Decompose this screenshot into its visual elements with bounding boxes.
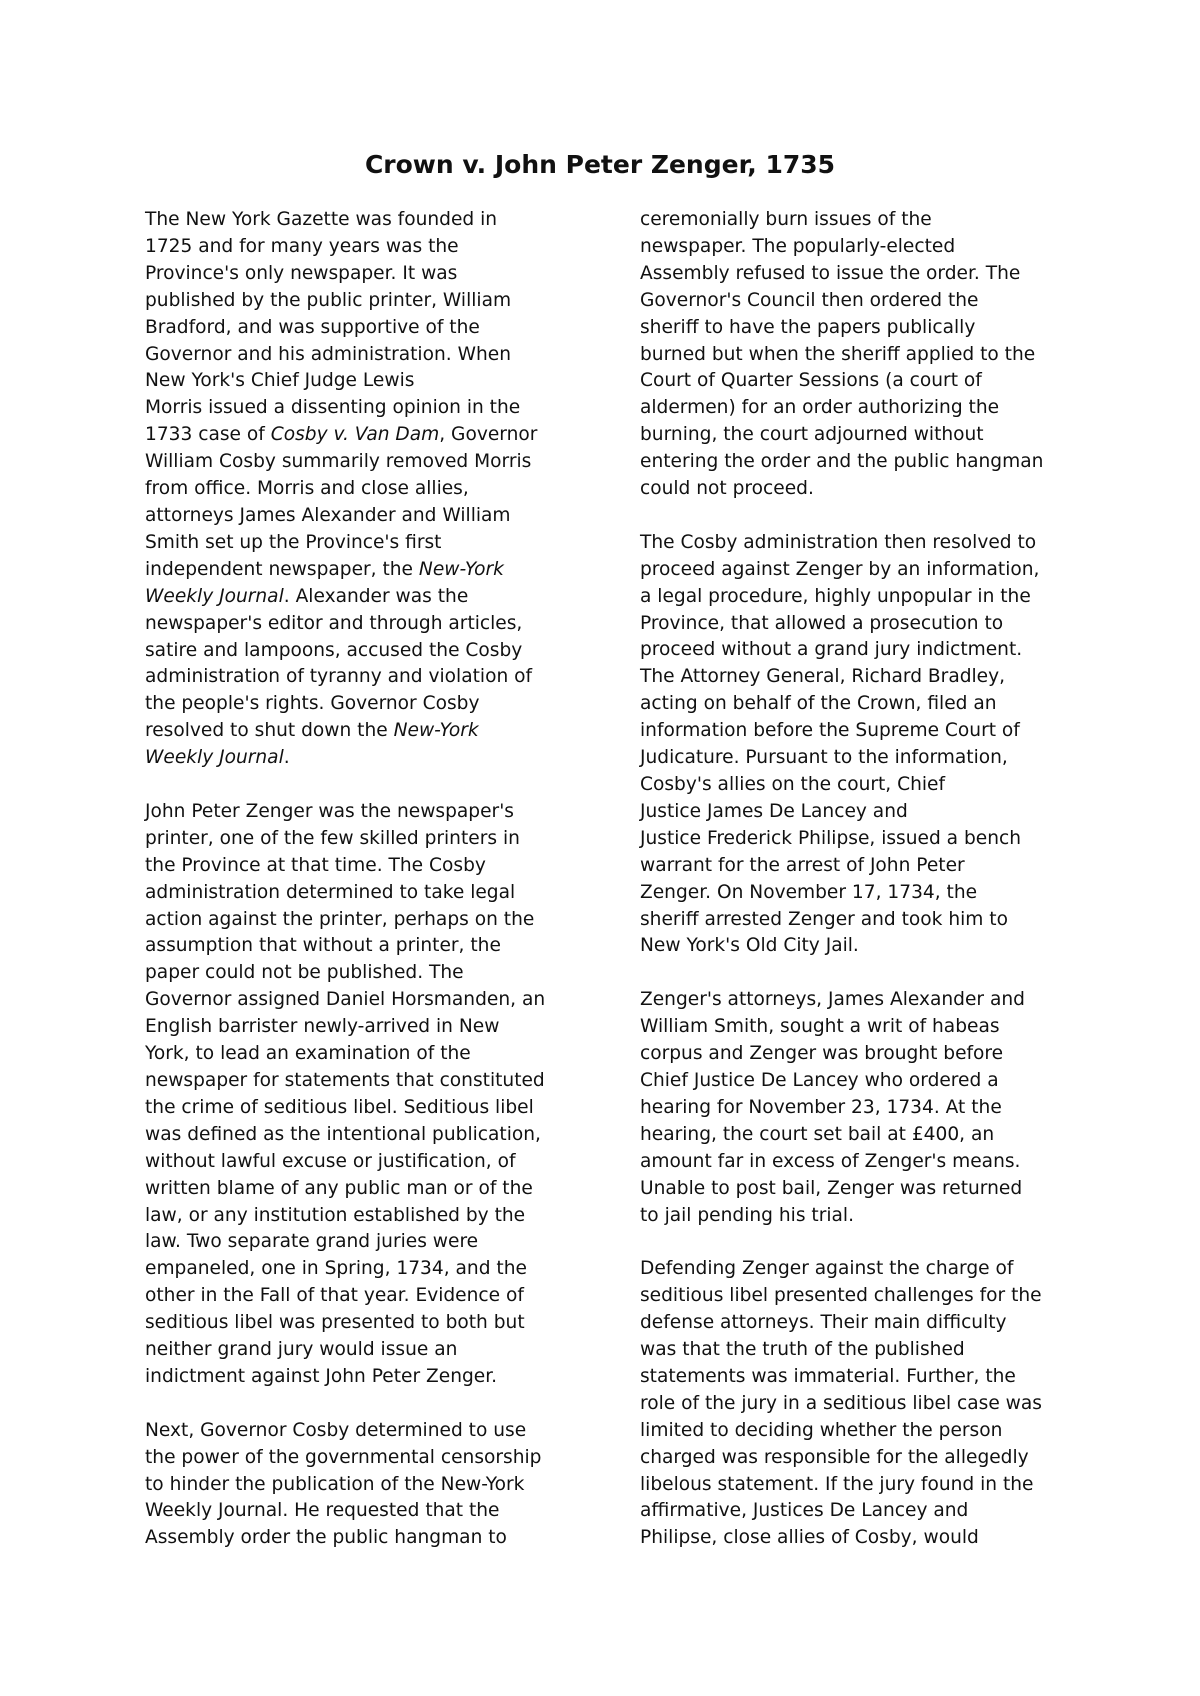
left-column	[145, 207, 575, 1552]
text-run: independent newspaper, the	[145, 558, 419, 580]
text-line: Weekly Journal. He requested that the	[145, 1500, 500, 1522]
text-line: Zenger. On November 17, 1734, the	[640, 881, 978, 903]
text-line: the people's rights. Governor Cosby	[145, 693, 480, 715]
text-line: The Attorney General, Richard Bradley,	[640, 666, 1006, 688]
case-name: Cosby v. Van Dam	[270, 424, 440, 446]
text-line: seditious libel presented challenges for the	[640, 1285, 1042, 1307]
text-line: written blame of any public man or of the	[145, 1177, 533, 1199]
text-line: hearing for November 23, 1734. At the	[640, 1096, 1002, 1118]
text-line: Governor's Council then ordered the	[640, 289, 979, 311]
text-line: was that the truth of the published	[640, 1339, 965, 1361]
text-line: information before the Supreme Court of	[640, 720, 1020, 742]
text-line: satire and lampoons, accused the Cosby	[145, 639, 523, 661]
text-run: 1733 case of	[145, 424, 271, 446]
text-line: English barrister newly-arrived in New	[145, 1016, 500, 1038]
text-line: indictment against John Peter Zenger.	[145, 1365, 498, 1387]
text-line: Assembly order the public hangman to	[145, 1527, 507, 1549]
text-line: ceremonially burn issues of the	[640, 209, 932, 230]
text-line: neither grand jury would issue an	[145, 1339, 458, 1361]
text-line: 1725 and for many years was the	[145, 235, 459, 257]
text-line: Governor assigned Daniel Horsmanden, an	[145, 989, 546, 1011]
text-line: Philipse, close allies of Cosby, would	[640, 1527, 979, 1549]
text-line: Province's only newspaper. It was	[145, 262, 458, 284]
paragraph	[640, 530, 1060, 961]
paragraph	[640, 1256, 1060, 1552]
paragraph	[640, 207, 1060, 503]
page-title: Crown v. John Peter Zenger, 1735	[364, 150, 836, 179]
text-line: warrant for the arrest of John Peter	[640, 854, 965, 876]
text-line: printer, one of the few skilled printers in	[145, 827, 520, 849]
text-line: Justice James De Lancey and	[640, 800, 908, 822]
text-line: the Province at that time. The Cosby	[145, 854, 486, 876]
text-line: Defending Zenger against the charge of	[640, 1258, 1014, 1280]
text-line: published by the public printer, William	[145, 289, 512, 311]
text-line	[145, 584, 575, 611]
text-line: to jail pending his trial.	[640, 1204, 854, 1226]
text-line: law, or any institution established by the	[145, 1204, 526, 1226]
text-line: burning, the court adjourned without	[640, 424, 984, 446]
text-line: William Smith, sought a writ of habeas	[640, 1016, 1000, 1038]
text-run: resolved to shut down the	[145, 720, 394, 742]
text-line: action against the printer, perhaps on the	[145, 908, 535, 930]
text-line: Smith set up the Province's first	[145, 531, 442, 553]
text-line: hearing, the court set bail at £400, an	[640, 1123, 995, 1145]
text-line: Cosby's allies on the court, Chief	[640, 774, 946, 796]
text-line: entering the order and the public hangman	[640, 451, 1044, 473]
text-line: law. Two separate grand juries were	[145, 1231, 479, 1253]
text-line: Province, that allowed a prosecution to	[640, 612, 1004, 634]
text-line: sheriff to have the papers publically	[640, 316, 976, 338]
text-line: could not proceed.	[640, 478, 814, 500]
paragraph	[145, 1418, 575, 1553]
text-line: from office. Morris and close allies,	[145, 478, 469, 500]
text-line: Assembly refused to issue the order. The	[640, 262, 1021, 284]
paragraph	[145, 799, 575, 1391]
text-line: Court of Quarter Sessions (a court of	[640, 370, 982, 392]
text-run: . Alexander was the	[283, 585, 469, 607]
text-line	[145, 422, 575, 449]
text-line: attorneys James Alexander and William	[145, 504, 511, 526]
text-line: Morris issued a dissenting opinion in the	[145, 397, 521, 419]
paragraph	[640, 987, 1060, 1229]
text-line: charged was responsible for the allegedly	[640, 1446, 1029, 1468]
text-line: The Cosby administration then resolved to	[640, 531, 1037, 553]
text-line: limited to deciding whether the person	[640, 1419, 1003, 1441]
text-line: was defined as the intentional publication,	[145, 1123, 541, 1145]
text-line: empaneled, one in Spring, 1734, and the	[145, 1258, 527, 1280]
text-line: York, to lead an examination of the	[145, 1043, 471, 1065]
text-line: assumption that without a printer, the	[145, 935, 501, 957]
text-line: Unable to post bail, Zenger was returned	[640, 1177, 1023, 1199]
text-line: acting on behalf of the Crown, filed an	[640, 693, 997, 715]
text-line: proceed without a grand jury indictment.	[640, 639, 1023, 661]
text-line: to hinder the publication of the New-York	[145, 1473, 525, 1495]
text-line: William Cosby summarily removed Morris	[145, 451, 532, 473]
text-line: the power of the governmental censorship	[145, 1446, 542, 1468]
text-line: Next, Governor Cosby determined to use	[145, 1419, 527, 1441]
text-line	[145, 745, 575, 772]
text-line: Chief Justice De Lancey who ordered a	[640, 1069, 999, 1091]
text-line: role of the jury in a seditious libel case was	[640, 1392, 1042, 1414]
text-line: other in the Fall of that year. Evidence of	[145, 1285, 524, 1307]
text-line: administration of tyranny and violation of	[145, 666, 533, 688]
newspaper-name: New-York	[418, 558, 504, 580]
newspaper-name: Weekly Journal	[145, 585, 284, 607]
text-line: New York's Old City Jail.	[640, 935, 859, 957]
text-line: aldermen) for an order authorizing the	[640, 397, 1000, 419]
text-line: administration determined to take legal	[145, 881, 516, 903]
text-line: sheriff arrested Zenger and took him to	[640, 908, 1008, 930]
newspaper-name: Weekly Journal	[145, 747, 284, 769]
text-run: .	[283, 747, 290, 769]
text-line: libelous statement. If the jury found in the	[640, 1473, 1034, 1495]
text-line: paper could not be published. The	[145, 962, 464, 984]
text-line: newspaper for statements that constituted	[145, 1069, 545, 1091]
text-run: , Governor	[439, 424, 538, 446]
text-line: Justice Frederick Philipse, issued a bench	[640, 827, 1022, 849]
paragraph	[145, 207, 575, 772]
text-line: The New York Gazette was founded in	[145, 209, 498, 230]
text-line: amount far in excess of Zenger's means.	[640, 1150, 1021, 1172]
text-line: New York's Chief Judge Lewis	[145, 370, 415, 392]
text-line: a legal procedure, highly unpopular in the	[640, 585, 1031, 607]
text-line: Judicature. Pursuant to the information,	[640, 747, 1008, 769]
text-line: Zenger's attorneys, James Alexander and	[640, 989, 1025, 1011]
right-column	[640, 207, 1060, 1552]
text-line: Governor and his administration. When	[145, 343, 511, 365]
text-line	[145, 718, 575, 745]
text-line: newspaper's editor and through articles,	[145, 612, 523, 634]
text-line: without lawful excuse or justification, of	[145, 1150, 516, 1172]
text-line: defense attorneys. Their main difficulty	[640, 1312, 1007, 1334]
newspaper-name: New-York	[393, 720, 479, 742]
text-line: Bradford, and was supportive of the	[145, 316, 480, 338]
text-line	[145, 557, 575, 584]
text-line: John Peter Zenger was the newspaper's	[145, 800, 514, 822]
text-line: the crime of seditious libel. Seditious libel	[145, 1096, 534, 1118]
text-line: newspaper. The popularly-elected	[640, 235, 956, 257]
text-line: seditious libel was presented to both but	[145, 1312, 525, 1334]
text-line: burned but when the sheriff applied to the	[640, 343, 1036, 365]
text-line: proceed against Zenger by an information,	[640, 558, 1040, 580]
text-line: statements was immaterial. Further, the	[640, 1365, 1016, 1387]
text-line: affirmative, Justices De Lancey and	[640, 1500, 969, 1522]
text-line: corpus and Zenger was brought before	[640, 1043, 1004, 1065]
